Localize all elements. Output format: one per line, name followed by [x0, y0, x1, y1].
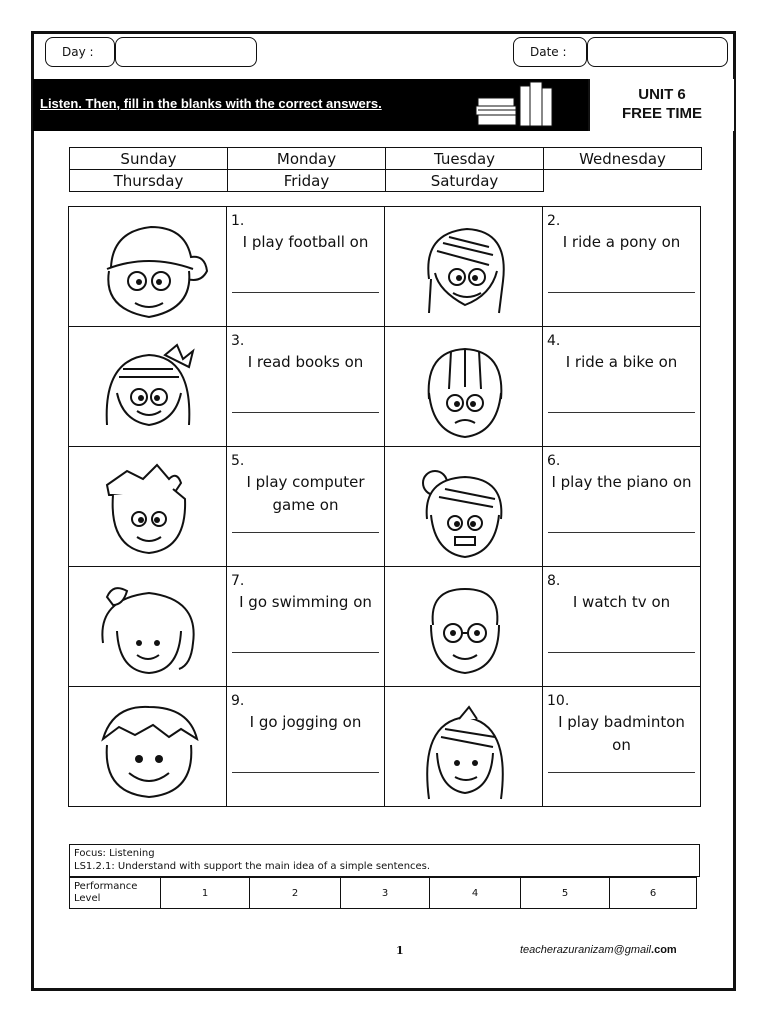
picture-cell: [69, 567, 227, 687]
answer-blank[interactable]: [548, 532, 695, 533]
level-cell[interactable]: 1: [161, 878, 250, 909]
day-label: Day :: [45, 37, 115, 67]
date-field[interactable]: [587, 37, 728, 67]
question-cell: 2. I ride a pony on: [543, 207, 701, 327]
question-text: I go jogging on: [249, 713, 362, 731]
focus-box: [69, 844, 700, 877]
level-cell[interactable]: 6: [610, 878, 697, 909]
picture-cell: [69, 687, 227, 807]
girl-headphones-face-icon: [389, 689, 539, 805]
answer-blank[interactable]: [232, 412, 379, 413]
question-cell: 1. I play football on: [227, 207, 385, 327]
performance-level-table: [69, 877, 697, 909]
unit-title: FREE TIME: [621, 105, 702, 122]
boy-pirate-face-icon: [73, 449, 223, 565]
boy-glasses-face-icon: [389, 569, 539, 685]
day-field[interactable]: [115, 37, 257, 67]
picture-cell: [385, 447, 543, 567]
girl-curly-face-icon: [73, 569, 223, 685]
day-option: Monday: [228, 148, 386, 170]
question-text: I go swimming on: [239, 593, 372, 611]
level-cell[interactable]: 2: [250, 878, 341, 909]
question-cell: 6. I play the piano on: [543, 447, 701, 567]
answer-blank[interactable]: [548, 652, 695, 653]
picture-cell: [69, 327, 227, 447]
question-text: I ride a bike on: [565, 353, 678, 371]
day-option: Sunday: [70, 148, 228, 170]
answer-blank[interactable]: [232, 532, 379, 533]
question-text: I play computer game on: [246, 473, 365, 514]
day-option: Thursday: [70, 170, 228, 192]
question-text: I watch tv on: [572, 593, 671, 611]
author-email: teacherazuranizam@gmail.com: [520, 944, 677, 956]
question-cell: 10. I play badminton on: [543, 687, 701, 807]
page-number: 1: [396, 944, 404, 957]
question-cell: 5. I play computer game on: [227, 447, 385, 567]
question-text: I play football on: [242, 233, 369, 251]
date-label: Date :: [513, 37, 587, 67]
question-text: I play the piano on: [551, 473, 692, 491]
girl-face-icon: [389, 209, 539, 325]
question-text: I read books on: [247, 353, 364, 371]
day-option: Saturday: [386, 170, 544, 192]
day-option: Wednesday: [544, 148, 702, 170]
boy-face-icon: [389, 329, 539, 445]
days-word-bank: [69, 147, 702, 192]
picture-cell: [385, 207, 543, 327]
performance-label: Performance Level: [70, 878, 161, 909]
books-icon: [474, 80, 558, 130]
answer-blank[interactable]: [548, 772, 695, 773]
question-cell: 9. I go jogging on: [227, 687, 385, 807]
unit-number: UNIT 6: [638, 86, 686, 103]
boy-cap-face-icon: [73, 209, 223, 325]
day-option: Friday: [228, 170, 386, 192]
answer-blank[interactable]: [232, 292, 379, 293]
learning-standard: LS1.2.1: Understand with support the main idea of a simple sentences.: [74, 861, 431, 872]
picture-cell: [385, 567, 543, 687]
question-text: I play badminton on: [558, 713, 685, 754]
picture-cell: [385, 327, 543, 447]
answer-blank[interactable]: [232, 652, 379, 653]
picture-cell: [69, 447, 227, 567]
day-option: Tuesday: [386, 148, 544, 170]
unit-title-box: [588, 79, 734, 131]
question-cell: 4. I ride a bike on: [543, 327, 701, 447]
question-text: I ride a pony on: [562, 233, 681, 251]
question-cell: 3. I read books on: [227, 327, 385, 447]
picture-cell: [385, 687, 543, 807]
level-cell[interactable]: 4: [430, 878, 521, 909]
question-cell: 8. I watch tv on: [543, 567, 701, 687]
boy-jogging-face-icon: [73, 689, 223, 805]
answer-blank[interactable]: [548, 412, 695, 413]
exercise-grid: [68, 206, 701, 807]
girl-flower-face-icon: [389, 449, 539, 565]
level-cell[interactable]: 3: [341, 878, 430, 909]
picture-cell: [69, 207, 227, 327]
instruction-text: Listen. Then, fill in the blanks with the correct answers.: [40, 96, 382, 111]
girl-bow-face-icon: [73, 329, 223, 445]
focus-skill: Focus: Listening: [74, 848, 155, 859]
question-cell: 7. I go swimming on: [227, 567, 385, 687]
level-cell[interactable]: 5: [521, 878, 610, 909]
answer-blank[interactable]: [548, 292, 695, 293]
answer-blank[interactable]: [232, 772, 379, 773]
